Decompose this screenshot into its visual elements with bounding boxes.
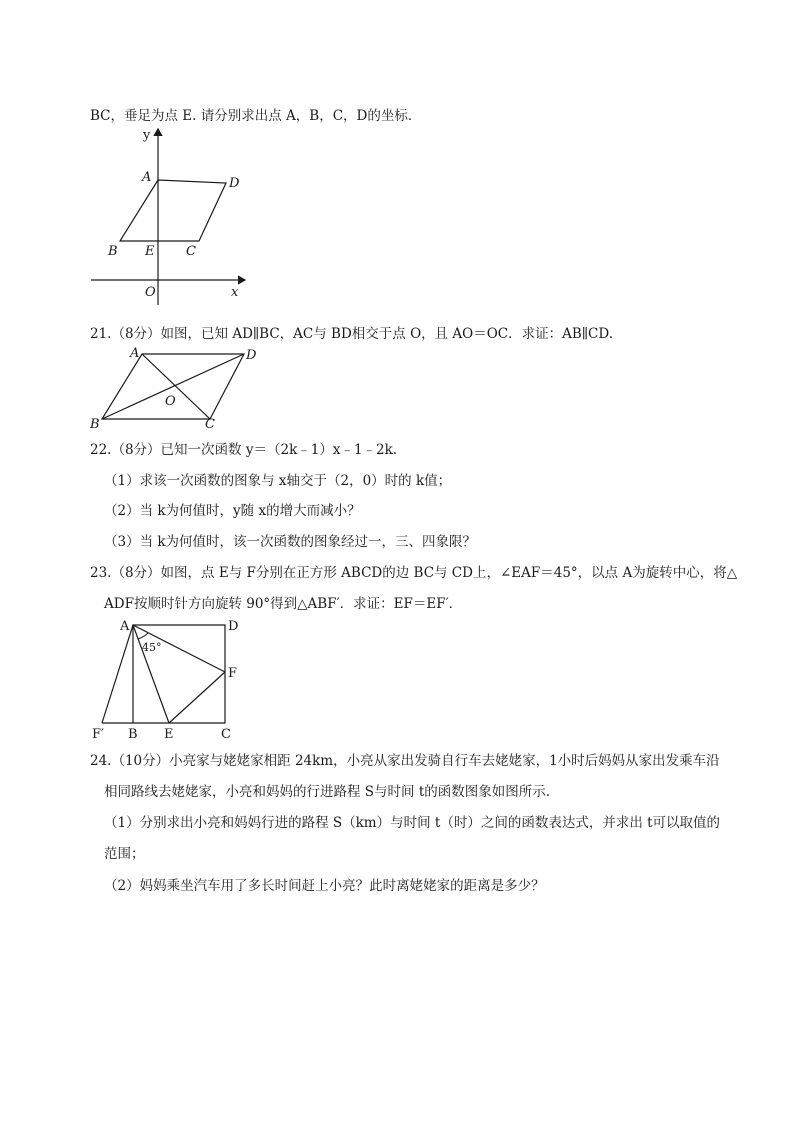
label-O: O: [145, 285, 156, 300]
q24-part1b: 范围；: [104, 846, 145, 862]
square-abcd: [133, 625, 225, 723]
q22-part2: （2）当 k为何值时，y随 x的增大而减小？: [104, 503, 361, 519]
q23-line2: ADF按顺时针方向旋转 90°得到△ABF′．求证：EF＝EF′．: [104, 596, 463, 612]
q20-text: BC，垂足为点 E. 请分别求出点 A，B，C，D的坐标．: [90, 108, 422, 124]
label-D: D: [228, 619, 239, 634]
q24-line1: 24.（10分）小亮家与姥姥家相距 24km，小亮从家出发骑自行车去姥姥家，1小时后妈妈从家出发乘车沿: [90, 753, 720, 769]
segment-ef: [169, 672, 225, 723]
label-A: A: [120, 619, 130, 634]
q23-figure: [88, 615, 248, 743]
label-E: E: [164, 727, 174, 742]
label-E: E: [145, 244, 155, 259]
label-F: F: [228, 666, 238, 681]
q24-line2: 相同路线去姥姥家，小亮和妈妈的行进路程 S与时间 t的函数图象如图所示.: [104, 784, 551, 800]
label-C: C: [205, 417, 215, 432]
angle-arc: [138, 633, 148, 639]
segment-ae: [133, 625, 169, 723]
label-C: C: [221, 727, 231, 742]
label-D: D: [229, 176, 240, 191]
segment-af-prime: [102, 625, 133, 723]
diagonal-ac: [142, 354, 210, 419]
label-C: C: [186, 244, 196, 259]
label-x: x: [231, 285, 239, 300]
q22-part3: （3）当 k为何值时，该一次函数的图象经过一，三、四象限？: [104, 534, 477, 550]
label-O: O: [165, 394, 176, 409]
q23-line1: 23.（8分）如图，点 E与 F分别在正方形 ABCD的边 BC与 CD上，∠EAF＝45°，以点 A为旋转中心，将△: [90, 565, 738, 581]
q24-part1a: （1）分别求出小亮和妈妈行进的路程 S（km）与时间 t（时）之间的函数表达式，并求出 t可以取值的: [104, 815, 721, 831]
label-angle: 45°: [142, 641, 162, 654]
q21-text: 21.（8分）如图，已知 AD∥BC，AC与 BD相交于点 O，且 AO＝OC．求证：AB∥CD.: [90, 326, 614, 342]
parallelogram-abcd: [120, 180, 226, 241]
label-B: B: [90, 417, 100, 432]
q22-part1: （1）求该一次函数的图象与 x轴交于（2，0）时的 k值；: [104, 473, 452, 489]
q24-part2: （2）妈妈乘坐汽车用了多长时间赶上小亮？此时离姥姥家的距离是多少？: [104, 878, 545, 894]
label-B: B: [128, 727, 138, 742]
label-A: A: [142, 170, 152, 185]
q22-stem: 22.（8分）已知一次函数 y＝（2k﹣1）x﹣1﹣2k.: [90, 442, 398, 458]
diagonal-bd: [102, 354, 244, 419]
label-y: y: [143, 128, 151, 143]
label-B: B: [108, 244, 118, 259]
label-D: D: [246, 348, 257, 363]
label-F-prime: F′: [92, 727, 104, 742]
q21-figure: [86, 343, 266, 433]
q20-figure: [85, 125, 255, 305]
label-A: A: [130, 346, 140, 361]
